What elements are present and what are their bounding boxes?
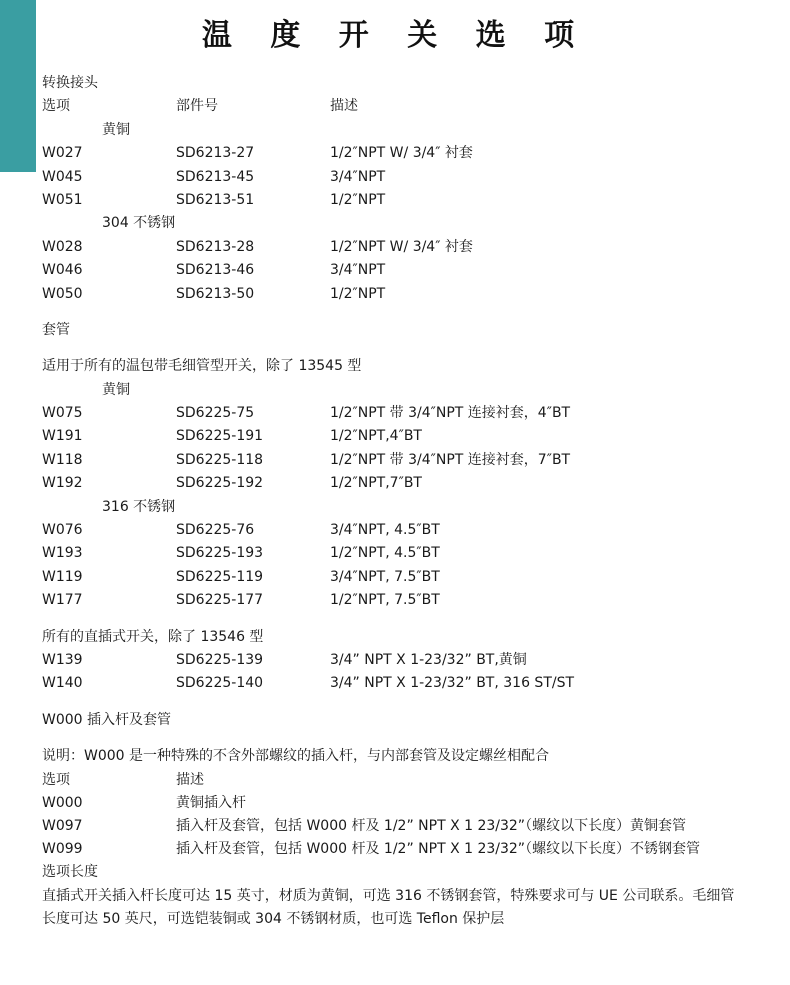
group-label: 316 不锈钢 — [102, 498, 176, 515]
table-row: W099 插入杆及套管，包括 W000 杆及 1/2” NPT X 1 23/32”（螺纹以下长度）不锈钢套管 — [42, 841, 701, 858]
table-row: W050 SD6213-50 1/2″NPT — [42, 285, 386, 302]
table-row: W192 SD6225-192 1/2″NPT,7″BT — [42, 475, 422, 492]
header-description: 描述 — [176, 771, 204, 788]
table-row: W118 SD6225-118 1/2″NPT 带 3/4″NPT 连接衬套，7″BT — [42, 451, 571, 468]
page-title: 温 度 开 关 选 项 — [201, 18, 589, 53]
section-note: 说明：W000 是一种特殊的不含外部螺纹的插入杆，与内部套管及设定螺丝相配合 — [42, 748, 550, 765]
table-row: W177 SD6225-177 1/2″NPT, 7.5″BT — [42, 592, 440, 609]
paragraph: 直插式开关插入杆长度可达 15 英寸，材质为黄铜，可选 316 不锈钢套管，特殊要求可与 UE 公司联系。毛细管长度可达 50 英尺，可选铠装铜或 304 不锈钢材质，也可选 Teflon 保护层 — [42, 887, 735, 927]
table-row: W046 SD6213-46 3/4″NPT — [42, 262, 386, 279]
table-row: W076 SD6225-76 3/4″NPT, 4.5″BT — [42, 522, 440, 539]
table-row: W119 SD6225-119 3/4″NPT, 7.5″BT — [42, 568, 440, 585]
table-row: W027 SD6213-27 1/2″NPT W/ 3/4″ 衬套 — [42, 145, 473, 162]
table-row: W140 SD6225-140 3/4” NPT X 1-23/32” BT, 316 ST/ST — [42, 675, 575, 692]
section-heading-thermowell: 套管 — [42, 321, 70, 338]
group-label: 黄铜 — [102, 121, 130, 138]
table-row: W000 黄铜插入杆 — [42, 794, 246, 811]
table-row: W045 SD6213-45 3/4″NPT — [42, 168, 386, 185]
table-header — [42, 769, 742, 792]
section-note: 适用于所有的温包带毛细管型开关，除了 13545 型 — [42, 358, 362, 375]
table-header — [42, 95, 742, 118]
table-row: W075 SD6225-75 1/2″NPT 带 3/4″NPT 连接衬套，4″BT — [42, 405, 571, 422]
table-row: W028 SD6213-28 1/2″NPT W/ 3/4″ 衬套 — [42, 238, 473, 255]
section-heading-option-length: 选项长度 — [42, 864, 98, 881]
table-row: W191 SD6225-191 1/2″NPT,4″BT — [42, 428, 422, 445]
section-heading-adapters: 转换接头 — [42, 75, 98, 91]
document-body — [42, 72, 742, 931]
header-option: 选项 — [42, 98, 70, 115]
section-heading-insertion-rod: W000 插入杆及套管 — [42, 711, 172, 728]
section-note: 所有的直插式开关，除了 13546 型 — [42, 628, 264, 645]
header-description: 描述 — [330, 98, 358, 115]
table-row: W193 SD6225-193 1/2″NPT, 4.5″BT — [42, 545, 440, 562]
header-part-number: 部件号 — [176, 98, 218, 115]
group-label: 黄铜 — [102, 381, 130, 398]
table-row: W097 插入杆及套管，包括 W000 杆及 1/2” NPT X 1 23/32”（螺纹以下长度）黄铜套管 — [42, 818, 687, 835]
header-option: 选项 — [42, 771, 70, 788]
group-label: 304 不锈钢 — [102, 215, 176, 232]
table-row: W051 SD6213-51 1/2″NPT — [42, 191, 386, 208]
table-row: W139 SD6225-139 3/4” NPT X 1-23/32” BT,黄铜 — [42, 651, 527, 668]
